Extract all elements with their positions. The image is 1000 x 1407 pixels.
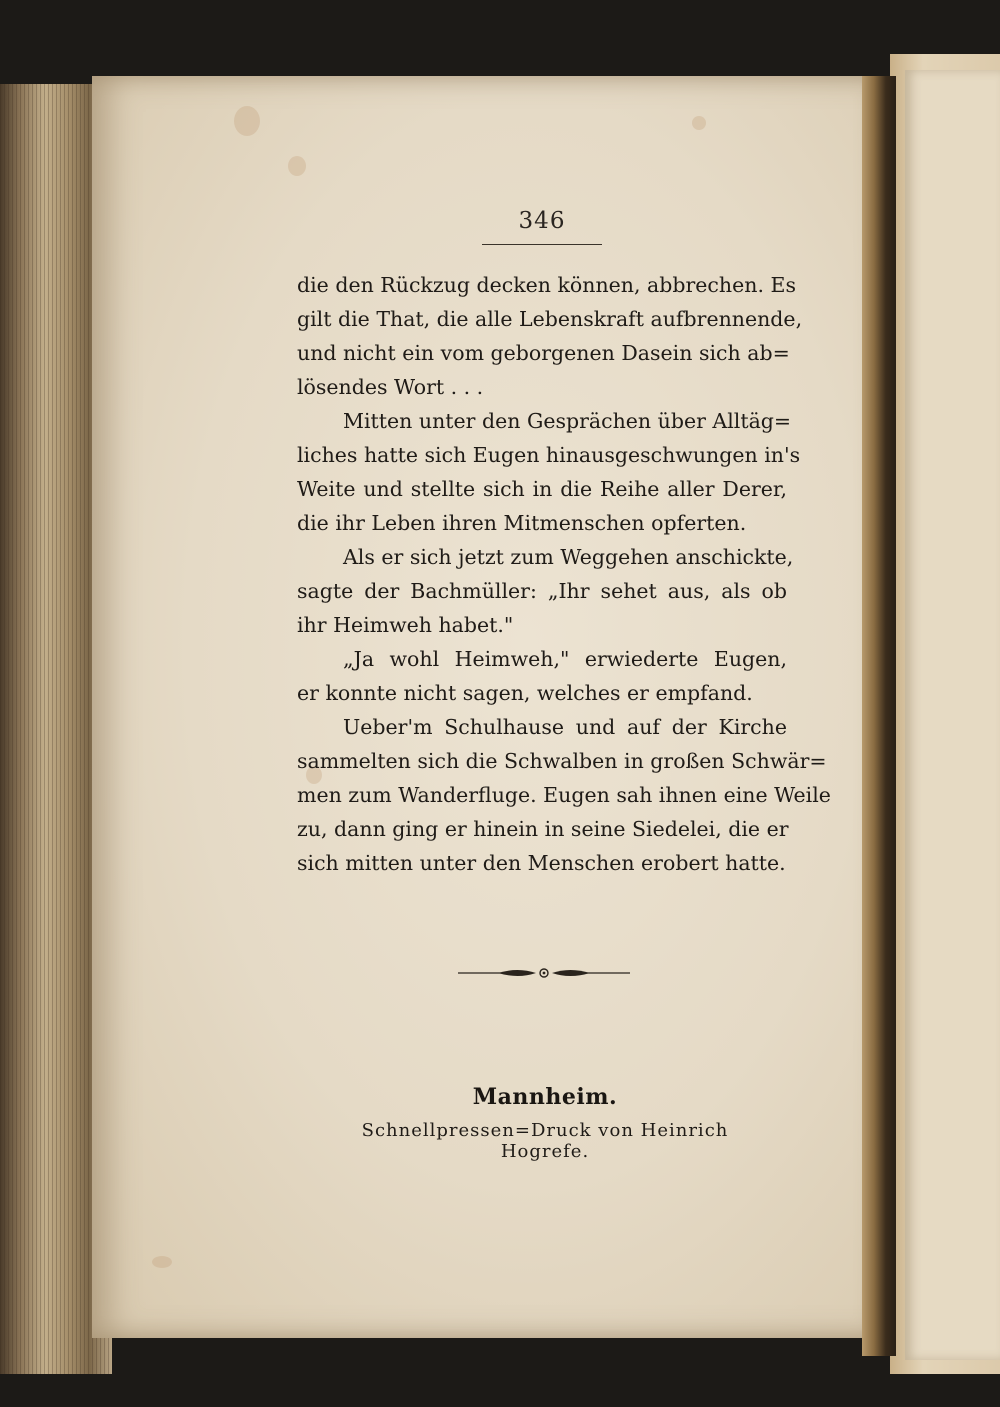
- text-line: Ueber'm Schulhause und auf der Kirche: [343, 715, 787, 739]
- text-line: und nicht ein vom geborgenen Dasein sich ab=: [297, 341, 790, 365]
- foxing-stain: [152, 1256, 172, 1268]
- text-line: zu, dann ging er hinein in seine Siedelei, die er: [297, 817, 789, 841]
- colophon-printer: Schnellpressen=Druck von Heinrich Hogrefe.: [361, 1120, 729, 1162]
- text-line: sammelten sich die Schwalben in großen Schwär=: [297, 749, 827, 773]
- text-line: sich mitten unter den Menschen erobert hatte.: [297, 851, 786, 875]
- text-line: men zum Wanderfluge. Eugen sah ihnen eine Weile: [297, 783, 831, 807]
- text-line: liches hatte sich Eugen hinausgeschwungen in's: [297, 443, 801, 467]
- text-line: gilt die That, die alle Lebenskraft aufbrennende,: [297, 307, 803, 331]
- text-line: Als er sich jetzt zum Weggehen anschickte,: [343, 545, 794, 569]
- text-line: er konnte nicht sagen, welches er empfand.: [297, 681, 753, 705]
- text-line: Mitten unter den Gesprächen über Alltäg=: [343, 409, 792, 433]
- colophon-city: Mannheim.: [472, 1084, 618, 1110]
- text-line: lösendes Wort . . .: [297, 375, 484, 399]
- book-gutter: [862, 76, 896, 1356]
- text-line: sagte der Bachmüller: „Ihr sehet aus, als ob: [297, 579, 787, 603]
- text-line: die den Rückzug decken können, abbrechen. Es: [297, 273, 796, 297]
- text-line: ihr Heimweh habet.": [297, 613, 514, 637]
- text-line: die ihr Leben ihren Mitmenschen opferten.: [297, 511, 747, 535]
- foxing-stain: [288, 156, 306, 176]
- text-line: Weite und stellte sich in die Reihe aller Derer,: [297, 477, 787, 501]
- facing-page: [905, 70, 1000, 1360]
- text-line: „Ja wohl Heimweh," erwiederte Eugen,: [343, 647, 787, 671]
- body-text: [297, 268, 831, 880]
- ornamental-divider: [458, 962, 630, 984]
- page-number-rule: [482, 244, 602, 245]
- foxing-stain: [692, 116, 706, 130]
- page-number: 346: [518, 208, 566, 234]
- foxing-stain: [234, 106, 260, 136]
